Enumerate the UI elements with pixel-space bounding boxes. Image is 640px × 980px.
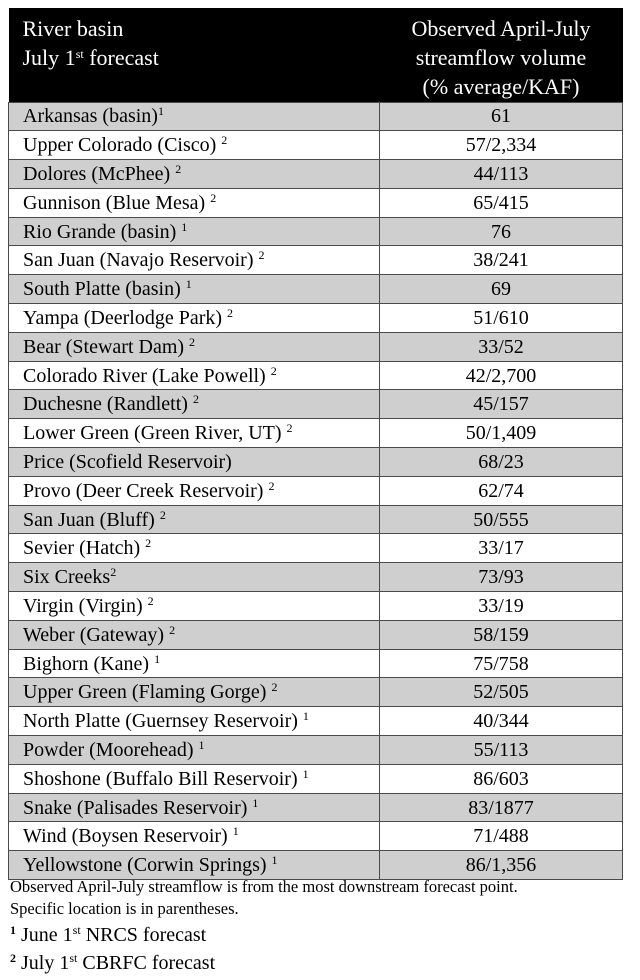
volume-cell: 71/488 [380, 822, 623, 851]
footnote-marker: 2 [271, 680, 278, 695]
basin-cell: Sevier (Hatch) $^2$ [9, 534, 380, 563]
basin-cell: Colorado River (Lake Powell) $^2$ [9, 361, 380, 390]
footnote-marker: 1 [302, 709, 309, 724]
basin-cell: Price (Scofield Reservoir) [9, 448, 380, 477]
volume-cell: 42/2,700 [380, 361, 623, 390]
footnote-marker: 1 [181, 219, 188, 234]
volume-cell: 65/415 [380, 188, 623, 217]
volume-cell: 33/52 [380, 332, 623, 361]
volume-cell: 33/17 [380, 534, 623, 563]
table-row [9, 131, 623, 160]
volume-cell: 45/157 [380, 390, 623, 419]
table-row [9, 217, 623, 246]
header-river-basin-line2: July 1st forecast [22, 45, 159, 70]
table-row [9, 304, 623, 333]
volume-cell: 51/610 [380, 304, 623, 333]
footnote-marker: 1 [157, 104, 164, 119]
basin-cell: Snake (Palisades Reservoir) $^1$ [9, 793, 380, 822]
basin-cell: Bear (Stewart Dam) $^2$ [9, 332, 380, 361]
streamflow-table [8, 8, 623, 880]
volume-cell: 83/1877 [380, 793, 623, 822]
basin-cell: Yampa (Deerlodge Park) $^2$ [9, 304, 380, 333]
volume-cell: 86/1,356 [380, 851, 623, 880]
footnote-1: $^1$ June 1st NRCS forecast [10, 923, 207, 946]
footnote-marker: 1 [232, 824, 239, 839]
basin-cell: Lower Green (Green River, UT) $^2$ [9, 419, 380, 448]
volume-cell: 57/2,334 [380, 131, 623, 160]
table-row [9, 332, 623, 361]
volume-cell: 50/1,409 [380, 419, 623, 448]
table-row [9, 678, 623, 707]
volume-cell: 40/344 [380, 707, 623, 736]
basin-cell: San Juan (Navajo Reservoir) $^2$ [9, 246, 380, 275]
basin-cell: Virgin (Virgin) $^2$ [9, 592, 380, 621]
basin-cell: Yellowstone (Corwin Springs) $^1$ [9, 851, 380, 880]
basin-cell: Shoshone (Buffalo Bill Reservoir) $^1$ [9, 764, 380, 793]
basin-cell: Arkansas $(basin)^1$ [9, 102, 380, 131]
table-body [9, 102, 623, 880]
footnote-2: $^2$ July 1st CBRFC forecast [10, 951, 216, 974]
header-river-basin [9, 8, 380, 102]
table-row [9, 188, 623, 217]
table-row [9, 419, 623, 448]
volume-cell: 52/505 [380, 678, 623, 707]
table-row [9, 505, 623, 534]
footnote-marker: 2 [270, 363, 277, 378]
footnote-marker: 1 [252, 795, 259, 810]
table-row [9, 649, 623, 678]
table-row [9, 102, 623, 131]
volume-cell: 86/603 [380, 764, 623, 793]
footnote-marker: 2 [110, 565, 117, 580]
basin-cell: Gunnison (Blue Mesa) $^2$ [9, 188, 380, 217]
footnote-marker: 2 [227, 305, 234, 320]
table-header [9, 8, 623, 102]
volume-cell: 55/113 [380, 736, 623, 765]
volume-cell: 61 [380, 102, 623, 131]
header-streamflow-line3: (% average/KAF) [422, 74, 580, 99]
volume-cell: 44/113 [380, 160, 623, 189]
volume-cell: 50/555 [380, 505, 623, 534]
footnote-marker: 2 [221, 133, 228, 148]
basin-cell: Dolores (McPhee) $^2$ [9, 160, 380, 189]
table-row [9, 736, 623, 765]
footnote-marker: 2 [268, 478, 275, 493]
footnote-marker: 2 [159, 507, 166, 522]
footnote-marker: 2 [189, 334, 196, 349]
volume-cell: 62/74 [380, 476, 623, 505]
basin-cell: Rio Grande (basin) $^1$ [9, 217, 380, 246]
footnote-marker: 2 [145, 536, 152, 551]
volume-cell: 38/241 [380, 246, 623, 275]
table-row [9, 275, 623, 304]
footnote-marker: 2 [258, 248, 265, 263]
table-row [9, 246, 623, 275]
basin-cell: Upper Colorado (Cisco) $^2$ [9, 131, 380, 160]
footnote-marker: 1 [185, 277, 192, 292]
footnote-marker: 2 [210, 190, 217, 205]
basin-cell: Provo (Deer Creek Reservoir) $^2$ [9, 476, 380, 505]
volume-cell: 73/93 [380, 563, 623, 592]
basin-cell: San Juan (Bluff) $^2$ [9, 505, 380, 534]
header-river-basin-line1: River basin [22, 16, 124, 41]
table-row [9, 764, 623, 793]
table-row [9, 390, 623, 419]
footnote-marker: 2 [175, 161, 182, 176]
footnote-marker: 1 [198, 737, 205, 752]
basin-cell: Wind (Boysen Reservoir) $^1$ [9, 822, 380, 851]
table-row [9, 534, 623, 563]
basin-cell: Bighorn (Kane) $^1$ [9, 649, 380, 678]
basin-cell: Six Creeks$^2$ [9, 563, 380, 592]
footnote-marker: 1 [154, 651, 161, 666]
table-row [9, 592, 623, 621]
basin-cell: North Platte (Guernsey Reservoir) $^1$ [9, 707, 380, 736]
basin-cell: Upper Green (Flaming Gorge) $^2$ [9, 678, 380, 707]
volume-cell: 58/159 [380, 620, 623, 649]
table-row [9, 160, 623, 189]
basin-cell: Powder (Moorehead) $^1$ [9, 736, 380, 765]
volume-cell: 75/758 [380, 649, 623, 678]
volume-cell: 33/19 [380, 592, 623, 621]
footnote-marker: 2 [169, 622, 176, 637]
footnotes [10, 876, 634, 976]
table-row [9, 707, 623, 736]
basin-cell: South Platte (basin) $^1$ [9, 275, 380, 304]
volume-cell: 69 [380, 275, 623, 304]
volume-cell: 76 [380, 217, 623, 246]
table-row [9, 361, 623, 390]
table-row [9, 563, 623, 592]
footnote-marker: 1 [271, 853, 278, 868]
footnote-description: Observed April-July streamflow is from the most downstream forecast point. Specific location is in parentheses. [10, 877, 518, 918]
header-streamflow-volume [380, 8, 623, 102]
header-streamflow-line1: Observed April-July [411, 16, 591, 41]
header-streamflow-line2: streamflow volume [415, 45, 587, 70]
footnote-marker: 2 [192, 392, 199, 407]
basin-cell: Weber (Gateway) $^2$ [9, 620, 380, 649]
footnote-marker: 1 [302, 766, 309, 781]
footnote-marker: 2 [147, 593, 154, 608]
table-row [9, 448, 623, 477]
table-row [9, 793, 623, 822]
volume-cell: 68/23 [380, 448, 623, 477]
table-row [9, 822, 623, 851]
table-row [9, 476, 623, 505]
basin-cell: Duchesne (Randlett) $^2$ [9, 390, 380, 419]
footnote-marker: 2 [286, 421, 293, 436]
table-row [9, 620, 623, 649]
